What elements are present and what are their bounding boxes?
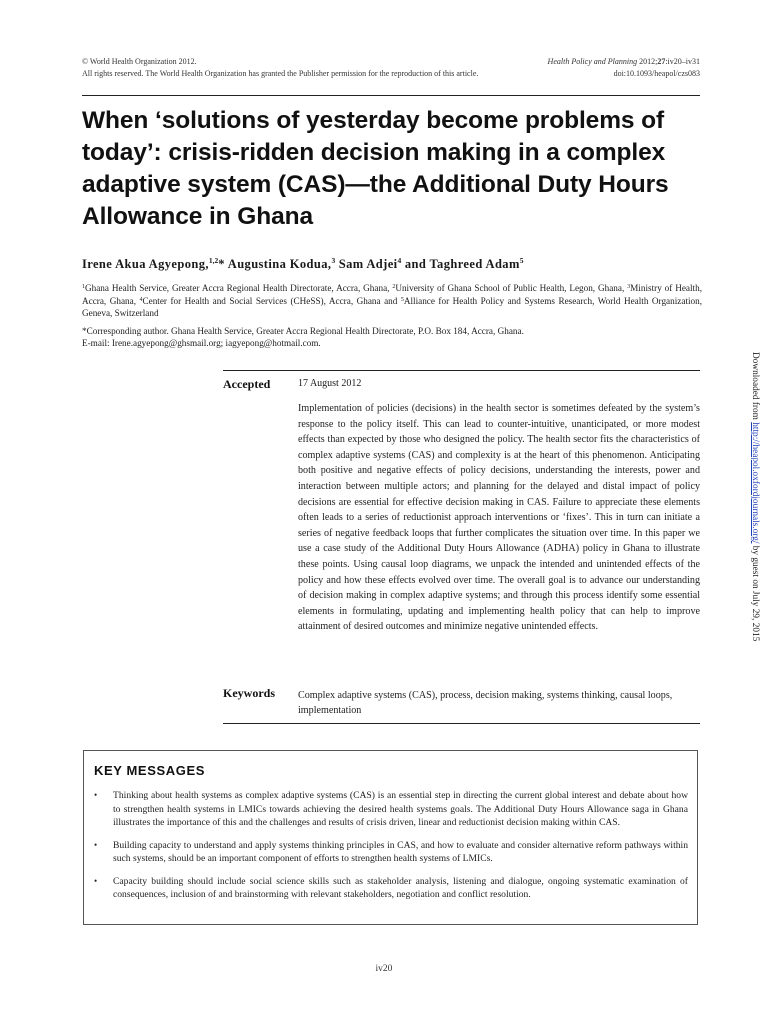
journal-header-right: [440, 56, 700, 80]
author-1: [82, 257, 225, 271]
journal-name: Health Policy and Planning: [547, 57, 638, 66]
list-item: [92, 875, 688, 902]
journal-pages: :iv20–iv31: [665, 57, 700, 66]
affil-sup: 5: [400, 296, 404, 303]
affil-sup: 2: [392, 284, 396, 290]
affil-sup: 3: [627, 284, 631, 290]
doi-line: doi:10.1093/heapol/czs083: [613, 69, 700, 78]
author-4: [405, 257, 524, 271]
side-note-suffix: by guest on July 29, 2015: [750, 543, 760, 642]
bullet-icon: •: [94, 790, 98, 800]
journal-year: 2012;: [639, 57, 658, 66]
affil-sup: 4: [139, 296, 143, 303]
key-message-text: Building capacity to understand and apply systems thinking principles in CAS, and how to evaluate and consider alternative reform pathways within such systems, should be an important component of efforts to strengthen health systems of LMICs.: [113, 839, 688, 864]
rights-line: All rights reserved. The World Health Organization has granted the Publisher permission for the reproduction of this article.: [82, 69, 479, 78]
accepted-date: 17 August 2012: [298, 378, 362, 389]
author-sup: 4: [397, 256, 402, 265]
corresponding-author: [82, 326, 702, 350]
author-sup: 3: [331, 256, 336, 265]
corresponding-address: *Corresponding author. Ghana Health Service, Greater Accra Regional Health Directorate, P.O. Box 184, Accra, Ghana.: [82, 326, 524, 336]
journal-volume: 27: [657, 57, 666, 66]
download-side-note-text: [750, 352, 760, 752]
page-number: iv20: [375, 964, 393, 974]
keywords-label: Keywords: [223, 686, 275, 700]
author-name: Augustina Kodua,: [227, 257, 332, 271]
corresponding-email: E-mail: Irene.agyepong@ghsmail.org; iagyepong@hotmail.com.: [82, 337, 321, 348]
bullet-icon: •: [94, 875, 98, 886]
article-title: When ‘solutions of yesterday become problems of today’: crisis-ridden decision making in a complex adaptive system (CAS)—the Additional Duty Hours Allowance in Ghana: [82, 107, 669, 230]
bullet-icon: •: [94, 839, 98, 850]
affil-text: Alliance for Health Policy and Systems Research, World Health Organization, Geneva, Switzerland: [82, 295, 703, 318]
author-3: [339, 257, 402, 271]
side-note-prefix: Downloaded from: [750, 352, 760, 423]
key-messages-title: KEY MESSAGES: [94, 763, 205, 778]
author-list: [82, 252, 702, 273]
download-side-note: [746, 352, 760, 752]
affil-text: University of Ghana School of Public Health, Legon, Ghana,: [395, 283, 628, 293]
keywords-text: Complex adaptive systems (CAS), process, decision making, systems thinking, causal loops, implementation: [298, 690, 673, 717]
author-2: [228, 257, 335, 271]
affil-text: Center for Health and Social Services (CHeSS), Accra, Ghana and: [142, 295, 401, 306]
copyright-line: © World Health Organization 2012.: [82, 57, 197, 66]
author-name: and Taghreed Adam: [404, 257, 520, 271]
author-name: Sam Adjei: [338, 257, 398, 271]
list-item: [92, 789, 688, 830]
side-note-link[interactable]: http://heapol.oxfordjournals.org/: [750, 422, 760, 544]
abstract-text: Implementation of policies (decisions) in the health sector is sometimes defeated by the system’s response to the policy itself. This can lead to counter-intuitive, unanticipated, or more modest effects than expected by those who designed the policy. The health sector fits the characteristics of complex adaptive systems (CAS) and complexity is at the heart of this phenomenon. Anticipating both positive and negative effects of policy decisions, understanding the interests, power and interaction between multiple actors; and planning for the delayed and distal impact of policy decisions are essential for effective decision making in CAS. Failure to appreciate these elements often leads to a series of reductionist approach interventions or ‘fixes’. This in turn can initiate a series of negative feedback loops that further complicates the situation over time. In this paper we use a case study of the Additional Duty Hours Allowance (ADHA) policy in Ghana to illustrate these points. Using causal loop diagrams, we unpack the intended and unintended effects of the policy and how these effects evolved over time. The overall goal is to advance our understanding of decision making in complex adaptive systems; and through this process identify some essential elements in formulating, updating and implementing health policy that can help to improve attainment of desired outcomes and minimize negative unintended effects.: [298, 403, 700, 633]
accepted-label: Accepted: [223, 377, 271, 391]
abstract-top-rule: [223, 370, 700, 371]
affil-text: Ghana Health Service, Greater Accra Regional Health Directorate, Accra, Ghana,: [85, 283, 393, 293]
author-sup: 1,2: [208, 256, 219, 265]
author-mark: *: [218, 257, 225, 271]
affiliations: [82, 282, 702, 319]
abstract-bottom-rule: [223, 723, 700, 724]
author-name: Irene Akua Agyepong,: [82, 257, 209, 271]
key-message-text: Thinking about health systems as complex adaptive systems (CAS) is an essential step in directing the current global interest and debate about how to strengthen health systems in LMICs towards achieving the desired health systems goals. The Additional Duty Hours Allowance saga in Ghana illustrates the importance of this and the challenges and results of crisis driven, linear and reductionist decision making within CAS.: [113, 790, 688, 828]
affil-text: Ministry of Health, Accra, Ghana,: [82, 283, 702, 306]
citation-line: [440, 56, 700, 68]
header-rule: [82, 95, 700, 96]
author-sup: 5: [519, 256, 524, 265]
key-message-text: Capacity building should include social science skills such as stakeholder analysis, listening and dialogue, ongoing systematic examination of consequences, inclusion of and brainstorming with relevant stakeholders, negotiation and conflict resolution.: [113, 875, 688, 900]
list-item: [92, 839, 688, 866]
key-messages-list: [92, 789, 688, 911]
affil-sup: 1: [82, 284, 85, 290]
